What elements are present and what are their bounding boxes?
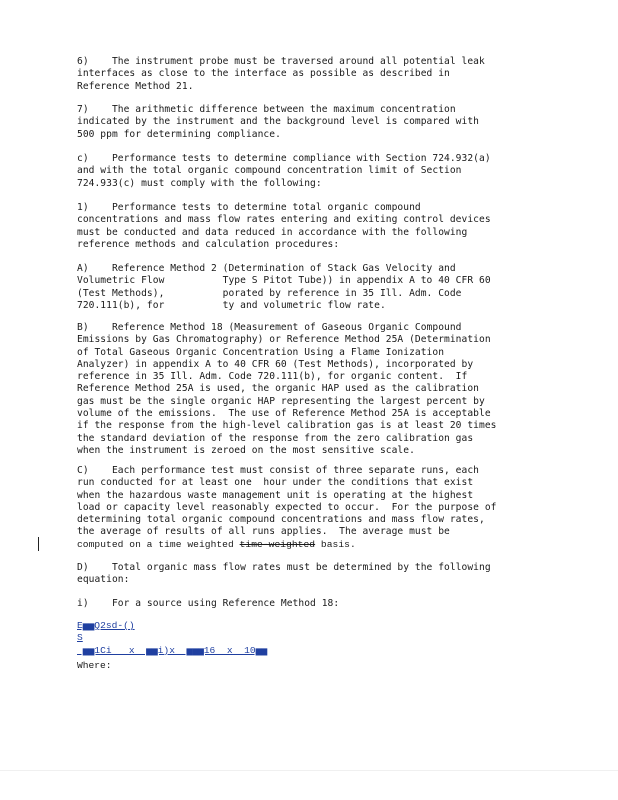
revision-bar [38, 537, 39, 551]
paragraph-D: D) Total organic mass flow rates must be determined by the following equation: [77, 562, 491, 586]
paragraph-6: 6) The instrument probe must be traversed around all potential leak interfaces as close to the interface as possible as described in Reference Method 21. [77, 56, 485, 92]
formula-line-2: S [77, 632, 83, 643]
paragraph-7: 7) The arithmetic difference between the maximum concentration indicated by the instrument and the background level is compared with 500 ppm for determining compliance. [77, 104, 479, 140]
where-label: Where: [77, 660, 112, 671]
paragraph-C-last-line [77, 539, 557, 551]
paragraph-A: A) Reference Method 2 (Determination of Stack Gas Velocity and Volumetric Flow Type S Pitot Tube)) in appendix A to 40 CFR 60 (Test Methods), porated by reference in 35 Ill. Adm. Code 720.111(b), for ty and volumetric flow rate. [77, 263, 491, 311]
struck-text: time-weighted [239, 539, 316, 550]
paragraph-c: c) Performance tests to determine compliance with Section 724.932(a) and with the total organic compound concentration limit of Section 724.933(c) must comply with the following: [77, 153, 491, 189]
formula-line-3: ▅▅1Ci x ▅▅i)x ▅▅▅16 x 10▅▅ [77, 645, 268, 656]
paragraph-C: C) Each performance test must consist of three separate runs, each run conducted for at least one hour under the conditions that exist when the hazardous waste management unit is operating at the highest load or capacity level reasonably expected to occur. For the purpose of determining total organic compound concentrations and mass flow rates, the average of results of all runs applies. The average must be [77, 465, 497, 538]
page-bottom-rule [0, 770, 618, 771]
paragraph-B: B) Reference Method 18 (Measurement of Gaseous Organic Compound Emissions by Gas Chromatography) or Reference Method 25A (Determination of Total Gaseous Organic Concentration Using a Flame Ionization Analyzer) in appendix A to 40 CFR 60 (Test Methods), incorporated by reference in 35 Ill. Adm. Code 720.111(b), for organic content. If Reference Method 25A is used, the organic HAP used as the calibration gas must be the single organic HAP representing the largest percent by volume of the emissions. The use of Reference Method 25A is acceptable if the response from the high-level calibration gas is at least 20 times the standard deviation of the response from the zero calibration gas when the instrument is zeroed on the most sensitive scale. [77, 322, 497, 456]
paragraph-i: i) For a source using Reference Method 18: [77, 598, 340, 609]
paragraph-C-last-post: basis. [315, 539, 356, 550]
paragraph-1: 1) Performance tests to determine total organic compound concentrations and mass flow rates entering and exiting control devices must be conducted and data reduced in accordance with the following reference methods and calculation procedures: [77, 202, 491, 250]
formula-line-1: E▅▅Q2sd-() [77, 620, 135, 631]
paragraph-C-last-pre: computed on a time weighted [77, 539, 240, 550]
